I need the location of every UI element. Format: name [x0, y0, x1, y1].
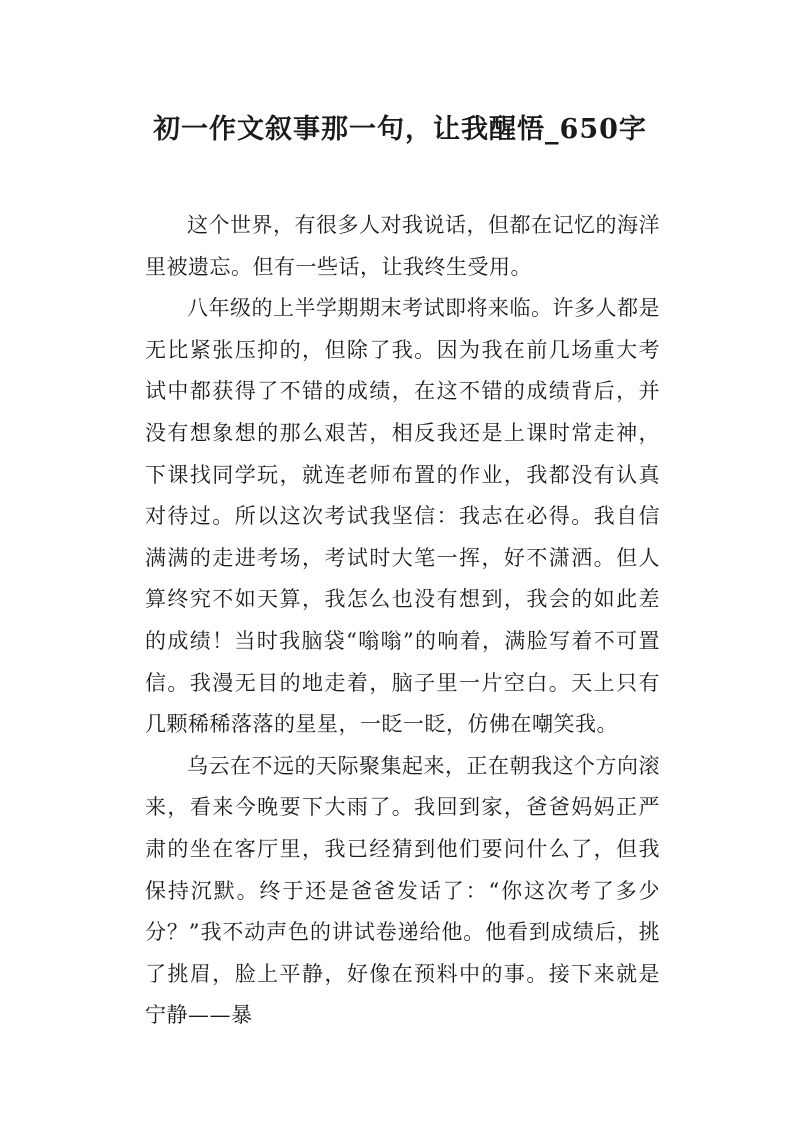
paragraph-3: 乌云在不远的天际聚集起来，正在朝我这个方向滚来，看来今晚要下大雨了。我回到家，爸爸妈妈正严肃的坐在客厅里，我已经猜到他们要问什么了，但我保持沉默。终于还是爸爸发话了：“你这次考了多少分？”我不动声色的讲试卷递给他。他看到成绩后，挑了挑眉，脸上平静，好像在预料中的事。接下来就是宁静——暴 — [145, 753, 660, 1028]
paragraph-1: 这个世界，有很多人对我说话，但都在记忆的海洋里被遗忘。但有一些话，让我终生受用。 — [145, 213, 660, 279]
document-body — [145, 205, 660, 1037]
paragraph-2: 八年级的上半学期期末考试即将来临。许多人都是无比紧张压抑的，但除了我。因为我在前几场重大考试中都获得了不错的成绩，在这不错的成绩背后，并没有想象想的那么艰苦，相反我还是上课时常走神，下课找同学玩，就连老师布置的作业，我都没有认真对待过。所以这次考试我坚信：我志在必得。我自信满满的走进考场，考试时大笔一挥，好不潇洒。但人算终究不如天算，我怎么也没有想到，我会的如此差的成绩！当时我脑袋“嗡嗡”的响着，满脸写着不可置信。我漫无目的地走着，脑子里一片空白。天上只有几颗稀稀落落的星星，一眨一眨，仿佛在嘲笑我。 — [145, 296, 660, 737]
document-title: 初一作文叙事那一句，让我醒悟_650字 — [153, 114, 647, 145]
